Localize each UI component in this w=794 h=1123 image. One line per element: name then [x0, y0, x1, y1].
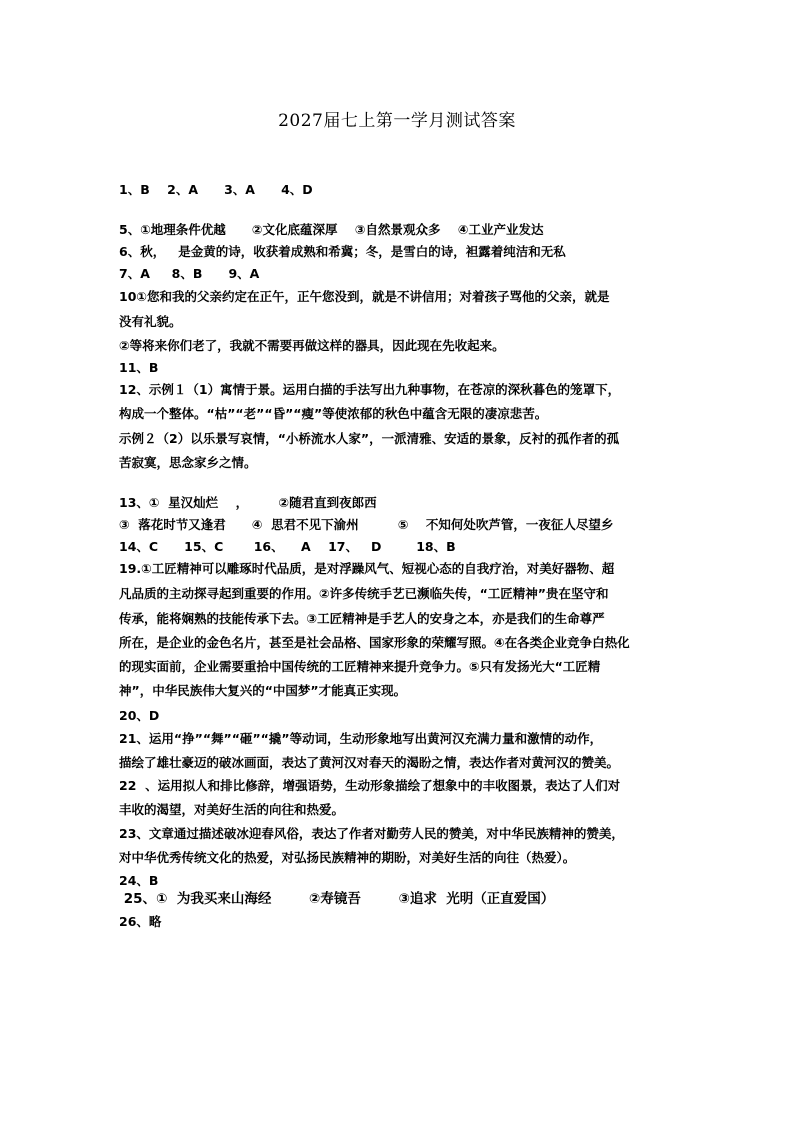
- answer-line: 21、运用“挣”“舞”“砸”“撬”等动词，生动形象地写出黄河汉充满力量和激情的动作，: [119, 731, 603, 746]
- answer-line: 描绘了雄壮豪迈的破冰画面，表达了黄河汉对春天的渴盼之情，表达作者对黄河汉的赞美。: [119, 755, 620, 770]
- answer-line: 示例２（2）以乐景写哀情，“小桥流水人家”，一派清雅、安适的景象，反衬的孤作者的孤: [119, 431, 620, 446]
- answer-line: 14、C 15、C 16、 A 17、 D 18、B: [119, 539, 456, 554]
- answer-line: 没有礼貌。: [119, 314, 182, 329]
- answer-line: 5、①地理条件优越 ②文化底蕴深厚 ③自然景观众多 ④工业产业发达: [119, 222, 544, 237]
- answer-line: ②等将来你们老了，我就不需要再做这样的器具，因此现在先收起来。: [119, 338, 505, 353]
- page-title: 2027届七上第一学月测试答案: [278, 111, 516, 131]
- answer-line: 11、B: [119, 360, 159, 375]
- answer-line: 对中华优秀传统文化的热爱，对弘扬民族精神的期盼，对美好生活的向往（热爱）。: [119, 850, 576, 865]
- answer-line: 6、秋， 是金黄的诗，收获着成熟和希冀；冬，是雪白的诗，袒露着纯洁和无私: [119, 244, 566, 259]
- answer-line: 23、文章通过描述破冰迎春风俗，表达了作者对勤劳人民的赞美，对中华民族精神的赞美，: [119, 826, 624, 841]
- answer-line: 1、B 2、A 3、A 4、D: [119, 182, 313, 197]
- answer-line: 22 、运用拟人和排比修辞，增强语势，生动形象描绘了想象中的丰收图景，表达了人们对: [119, 778, 621, 793]
- answer-line: 19.①工匠精神可以雕琢时代品质，是对浮躁风气、短视心态的自我疗治，对美好器物、超: [119, 561, 615, 576]
- answer-line: 25、① 为我买来山海经 ②寿镜吾 ③追求 光明（正直爱国）: [119, 891, 555, 907]
- answer-line: 10①您和我的父亲约定在正午，正午您没到，就是不讲信用；对着孩子骂他的父亲，就是: [119, 289, 610, 304]
- answer-line: 13、① 星汉灿烂 ， ②随君直到夜郎西: [119, 495, 377, 510]
- answer-line: 的现实面前，企业需要重拾中国传统的工匠精神来提升竞争力。⑤只有发扬光大“工匠精: [119, 659, 601, 674]
- answer-line: 丰收的渴望，对美好生活的向往和热爱。: [119, 802, 345, 817]
- answer-line: 20、D: [119, 708, 160, 723]
- answer-line: ③ 落花时节又逢君 ④ 思君不见下渝州 ⑤ 不知何处吹芦管，一夜征人尽望乡: [119, 517, 614, 532]
- answer-line: 凡品质的主动探寻起到重要的作用。②许多传统手艺已濒临失传，“工匠精神”贵在坚守和: [119, 586, 609, 601]
- answer-line: 传承，能将娴熟的技能传承下去。③工匠精神是手艺人的安身之本，亦是我们的生命尊严: [119, 611, 605, 626]
- answer-line: 神”，中华民族伟大复兴的“中国梦”才能真正实现。: [119, 683, 407, 698]
- answer-line: 12、示例１（1）寓情于景。运用白描的手法写出九种事物，在苍凉的深秋暮色的笼罩下，: [119, 382, 621, 397]
- answer-line: 构成一个整体。“枯”“老”“昏”“瘦”等使浓郁的秋色中蕴含无限的凄凉悲苦。: [119, 406, 548, 421]
- answer-line: 苦寂寞，思念家乡之情。: [119, 455, 257, 470]
- answer-line: 26、略: [119, 914, 162, 929]
- answer-line: 所在，是企业的金色名片，甚至是社会品格、国家形象的荣耀写照。④在各类企业竞争白热化: [119, 635, 630, 650]
- answer-line: 7、A 8、B 9、A: [119, 266, 260, 281]
- answer-line: 24、B: [119, 873, 159, 888]
